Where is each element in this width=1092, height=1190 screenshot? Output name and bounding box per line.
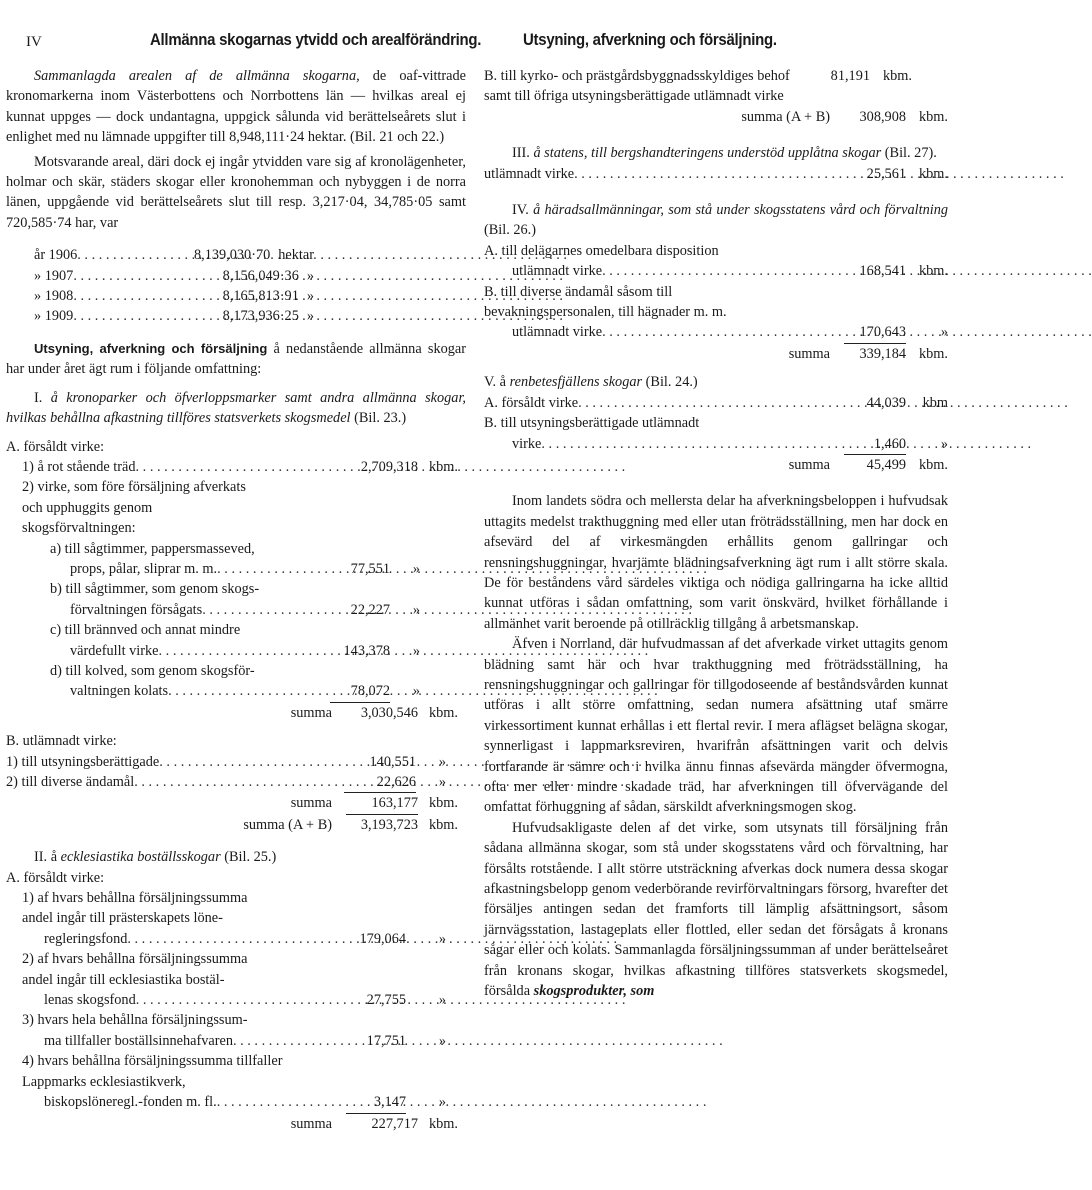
section-title: å kronoparker och öfverloppsmarker samt andra allmänna skogar, hvilkas behållna afkastning tillföres statsverkets skogsmedel <box>6 389 466 427</box>
utsyning-text: å nedanstående allmänna skogar har under året ägt rum i följande omfattning: <box>6 340 466 378</box>
row-value: 3,147 <box>346 1092 406 1113</box>
ditto-mark: » <box>438 1094 446 1111</box>
row-label: B. till kyrko- och prästgårdsbyggnadsskyldiges behof samt till öfriga utsyningsberättigade utlämnadt virke <box>484 68 790 105</box>
section-number: III. <box>512 145 530 162</box>
sum-label: summa <box>788 456 830 473</box>
bil-ref: (Bil. 25.) <box>224 849 277 866</box>
row-value: 22,626 <box>344 772 416 793</box>
paragraph-text: Hufvudsakligaste delen af det virke, som utsynats till försäljning från sådana allmänna skogar, som stå under skogsstatens vård och förvaltning, har försålts rotstående. I allt större utsträckning afverkas dock numera dessa skogar afkastningsbelopp genom vederbörande revirförvaltningars försorg, hvarefter det försäljes antingen sedan det framforts till lämplig afsättningsort, såsom järnvägsstation, lastageplats eller flottled, eller sedan det försågats å kronans sågar eller och kolats. Sammanlagda försäljningssumman af under berättelseåret från kronans skogar, hvilkas afkastning tillföres statsverkets skogsmedel, försålda <box>484 819 948 1000</box>
year-label: » 1907 <box>34 267 74 284</box>
table-row <box>6 559 420 579</box>
table-row <box>6 1092 446 1113</box>
ditto-mark: » <box>412 683 420 700</box>
sum-label: summa (A + B) <box>243 816 332 833</box>
row-label: valtningen kolats <box>70 683 169 700</box>
year-unit: hektar <box>278 247 314 264</box>
sum-label: summa <box>290 704 332 721</box>
sum-label: summa <box>290 795 332 812</box>
row-value: 44,039 <box>866 394 906 411</box>
row-text: b) till sågtimmer, som genom skogs- <box>50 581 260 598</box>
sum-label: summa <box>788 345 830 362</box>
table-row <box>6 1031 446 1051</box>
row-label: lenas skogsfond <box>44 992 136 1009</box>
row-value: 77,551 <box>350 560 390 577</box>
bil-ref: (Bil. 27). <box>884 145 937 162</box>
row-value: 22,227 <box>350 601 390 618</box>
right-column <box>484 66 948 1001</box>
sum-unit: kbm. <box>919 456 948 473</box>
sum-label: summa <box>290 1115 332 1132</box>
utsyning-paragraph <box>6 339 466 380</box>
section-title: renbetesfjällens skogar <box>509 374 643 391</box>
right-running-title: Utsyning, afverkning och försäljning. <box>523 30 777 49</box>
table-row <box>484 322 948 343</box>
total-row <box>6 815 458 835</box>
table-row <box>6 772 446 793</box>
ditto-mark: » <box>412 560 420 577</box>
paragraph-emphasis: skogsprodukter, som <box>533 983 655 1000</box>
year-label: » 1909 <box>34 308 74 325</box>
sum-value: 339,184 <box>859 345 906 362</box>
row-text: 1) af hvars behållna försäljningssumma andel ingår till prästerskapets löne- <box>22 890 248 927</box>
row-value: 179,064 <box>359 930 406 947</box>
row-text: d) till kolved, som genom skogsför- <box>50 662 255 679</box>
section-4-heading <box>484 200 948 241</box>
table-row <box>484 164 948 184</box>
row-unit: kbm. <box>919 263 948 280</box>
row-text: 2) virke, som före försäljning afverkats och upphuggits genom skogsförvaltningen: <box>22 479 246 537</box>
row-label: 1) å rot stående träd <box>22 458 136 475</box>
section-title: ecklesiastika boställsskogar <box>60 849 221 866</box>
row-label: props, pålar, sliprar m. m. <box>70 560 218 577</box>
row-label: värdefullt virke <box>70 642 159 659</box>
ditto-mark: » <box>438 1032 446 1049</box>
left-running-title: Allmänna skogarnas ytvidd och arealförändring. <box>150 30 482 49</box>
row-unit: kbm. <box>883 68 912 84</box>
table-row <box>484 393 948 413</box>
subsection-heading: A. försåldt virke: <box>6 438 105 455</box>
subsection-heading: B. utlämnadt virke: <box>6 733 117 750</box>
table-row <box>484 66 948 107</box>
row-unit: kbm. <box>429 458 458 475</box>
section-3-heading <box>484 143 948 163</box>
subtotal-row <box>6 1114 458 1134</box>
row-label: ma tillfaller boställsinnehafvaren <box>44 1032 233 1049</box>
sum-unit: kbm. <box>429 704 458 721</box>
sum-value: 3,193,723 <box>360 816 418 833</box>
row-value: 17,751 <box>366 1032 406 1049</box>
row-label: biskopslöneregl.-fonden m. fl. <box>44 1094 217 1111</box>
row-unit: kbm. <box>919 165 948 182</box>
row-label: utlämnadt virke <box>512 263 603 280</box>
sum-unit: kbm. <box>919 108 948 125</box>
row-label: regleringsfond <box>44 930 128 947</box>
row-text: 3) hvars hela behållna försäljningssum- <box>22 1012 248 1029</box>
row-label: utlämnadt virke <box>512 324 603 341</box>
ditto-mark: » <box>412 601 420 618</box>
table-row <box>484 261 948 281</box>
ditto-mark: » <box>940 324 948 341</box>
table-row <box>6 457 458 477</box>
intro-text: de oaf-vittrade kronomarkerna inom Västerbottens och Norrbottens län — hvilkas areal ej kunnat uppges — dock undantagna, uppgick sålunda vid berättelseårets slut i enlighet med nu lämnade uppgifter till 8,948,111·24 hektar. (Bil. 21 och 22.) <box>6 68 467 146</box>
sum-unit: kbm. <box>919 345 948 362</box>
section-5-heading <box>484 372 948 392</box>
year-label: år 1906 <box>34 247 78 264</box>
year-value: 8,165,813·91 <box>222 288 299 305</box>
row-value: 81,191 <box>830 68 870 84</box>
table-row <box>6 990 446 1010</box>
area-paragraph: Motsvarande areal, däri dock ej ingår ytvidden vare sig af kronolägenheter, holmar och skär, städers skogar eller kronohemman och nybyggen i de norra länen, uppgående vid berättelseårets slut till resp. 3,217·04, 34,785·05 samt 720,585·74 har, var <box>6 153 466 231</box>
section-number: I. <box>34 389 43 406</box>
page-number: IV <box>26 34 42 50</box>
year-value: 8,139,030·70 <box>194 247 271 264</box>
ditto-mark: » <box>438 992 446 1009</box>
section-number: II. <box>34 849 48 866</box>
year-value: 8,156,049·36 <box>222 267 299 284</box>
subtotal-row <box>6 703 458 723</box>
row-text: 2) af hvars behållna försäljningssumma andel ingår till ecklesiastika bostäl- <box>22 951 248 988</box>
ditto-mark: » <box>940 435 948 452</box>
sum-label: summa (A + B) <box>741 108 830 125</box>
section-1-table <box>6 437 458 836</box>
body-paragraph: Inom landets södra och mellersta delar ha afverkningsbeloppen i hufvudsak uttagits medelst trakthuggning med eller utan fröträdsställning, men har dock en afsevärd del af virkesmängden erhållits genom gallringar och rensningshuggningar, hvarjämte blädningsafverkning ägt rum i allt större skala. De för beståndens vård särdeles viktiga och nödiga gallringarna ha icke alltid kunnat utföras i sådan omfattning, som varit önskvärd, hvilket förhållande i allmänhet varit beroende på otillräcklig tillgång å arbetsmanskap. <box>484 493 948 632</box>
ditto-mark: » <box>438 930 446 947</box>
bil-ref: (Bil. 23.) <box>354 410 407 427</box>
row-value: 143,378 <box>343 642 390 659</box>
row-label: utlämnadt virke <box>484 165 575 182</box>
row-text: A. till delägarnes omedelbara disposition <box>484 242 719 259</box>
section-2-heading <box>6 847 466 867</box>
table-row <box>6 600 420 620</box>
year-unit: » <box>306 267 314 284</box>
subsection-heading: A. försåldt virke: <box>6 869 105 886</box>
row-text: 4) hvars behållna försäljningssumma tillfaller Lappmarks ecklesiastikverk, <box>22 1053 283 1090</box>
sum-unit: kbm. <box>429 795 458 812</box>
table-row <box>6 929 446 949</box>
row-label: 1) till utsyningsberättigade <box>6 753 160 770</box>
year-unit: » <box>306 308 314 325</box>
left-column <box>6 66 466 1134</box>
subtotal-row <box>6 793 458 814</box>
row-unit: kbm <box>922 394 948 411</box>
section-2-table <box>6 868 458 1134</box>
row-label: 2) till diverse ändamål <box>6 774 135 790</box>
row-value: 25,561 <box>866 165 906 182</box>
year-value: 8,173,936·25 <box>222 308 299 325</box>
year-row <box>34 266 314 286</box>
row-label: virke <box>512 435 542 452</box>
ditto-mark: » <box>438 774 446 790</box>
row-value: 2,709,318 <box>360 458 418 475</box>
year-label: » 1908 <box>34 288 74 305</box>
ditto-mark: » <box>438 753 446 770</box>
sum-value: 308,908 <box>859 108 906 125</box>
section-1-heading <box>6 388 466 429</box>
row-label: förvaltningen försågats <box>70 601 203 618</box>
bil-ref: (Bil. 24.) <box>645 374 698 391</box>
row-value: 140,551 <box>369 753 416 770</box>
row-text: B. till diverse ändamål såsom till bevakningspersonalen, till hägnader m. m. <box>484 283 727 321</box>
subtotal-row <box>484 455 948 475</box>
sum-value: 3,030,546 <box>360 704 418 721</box>
body-paragraph <box>484 818 948 1002</box>
table-row <box>484 434 948 455</box>
section-prefix: å <box>499 374 506 391</box>
section-title: å statens, till bergshandteringens understöd upplåtna skogar <box>533 145 882 162</box>
section-number: IV. <box>512 202 529 219</box>
year-unit: » <box>306 288 314 305</box>
row-text: B. till utsyningsberättigade utlämnadt <box>484 415 700 432</box>
section-2-continued <box>484 66 948 127</box>
sum-value: 163,177 <box>346 793 418 814</box>
row-value: 1,460 <box>844 434 906 455</box>
year-row <box>34 306 314 326</box>
row-value: 78,072 <box>330 681 390 702</box>
table-row <box>6 681 420 702</box>
row-value: 168,541 <box>859 263 906 280</box>
sum-value: 45,499 <box>866 456 906 473</box>
table-row <box>6 752 446 772</box>
ditto-mark: » <box>412 642 420 659</box>
year-table <box>6 245 314 327</box>
year-row <box>34 245 314 265</box>
row-text: c) till brännved och annat mindre <box>50 622 241 639</box>
section-number: V. <box>484 374 497 391</box>
row-value: 27,755 <box>366 992 406 1009</box>
row-text: a) till sågtimmer, pappersmasseved, <box>50 540 255 557</box>
section-title: å häradsallmänningar, som stå under skogsstatens vård och förvaltning <box>533 202 949 219</box>
section-prefix: å <box>50 849 58 866</box>
sum-unit: kbm. <box>429 816 458 833</box>
body-paragraph: Äfven i Norrland, där hufvudmassan af det afverkade virket uttagits genom blädning samt här och hvar trakthuggning med fröträdsställning, ha rensningshuggningar och gallringar för tillgodoseende af beståndsvården kunnat utföras i allt större omfattning, sedan numera afsättning utaf smärre virkessortiment kunnat erhållas i ett flertal revir. I mera aflägset belägna skogar, synnerligast i lappmarksreviren, hvarifrån afsättningen varit och delvis fortfarande är sämre och i hvilka ännu finnas afsevärda mängder öfvermogna, ofta mer eller mindre skadade träd, har afverkningen till öfvervägande del omfattat förhuggning af sådan, särskildt afverkningsmogen skog. <box>484 636 948 816</box>
sum-unit: kbm. <box>429 1115 458 1132</box>
sum-value: 227,717 <box>371 1115 418 1132</box>
running-header <box>0 6 960 50</box>
intro-paragraph <box>6 66 466 148</box>
bil-ref: (Bil. 26.) <box>484 222 537 239</box>
subtotal-row <box>484 344 948 364</box>
intro-italic: Sammanlagda arealen af de allmänna skogarna, <box>34 68 360 84</box>
total-row <box>484 107 948 127</box>
table-row <box>6 641 420 661</box>
utsyning-lead: Utsyning, afverkning och försäljning <box>34 340 268 356</box>
year-row <box>34 286 314 306</box>
row-label: A. försåldt virke <box>484 394 579 411</box>
row-value: 170,643 <box>844 322 906 343</box>
